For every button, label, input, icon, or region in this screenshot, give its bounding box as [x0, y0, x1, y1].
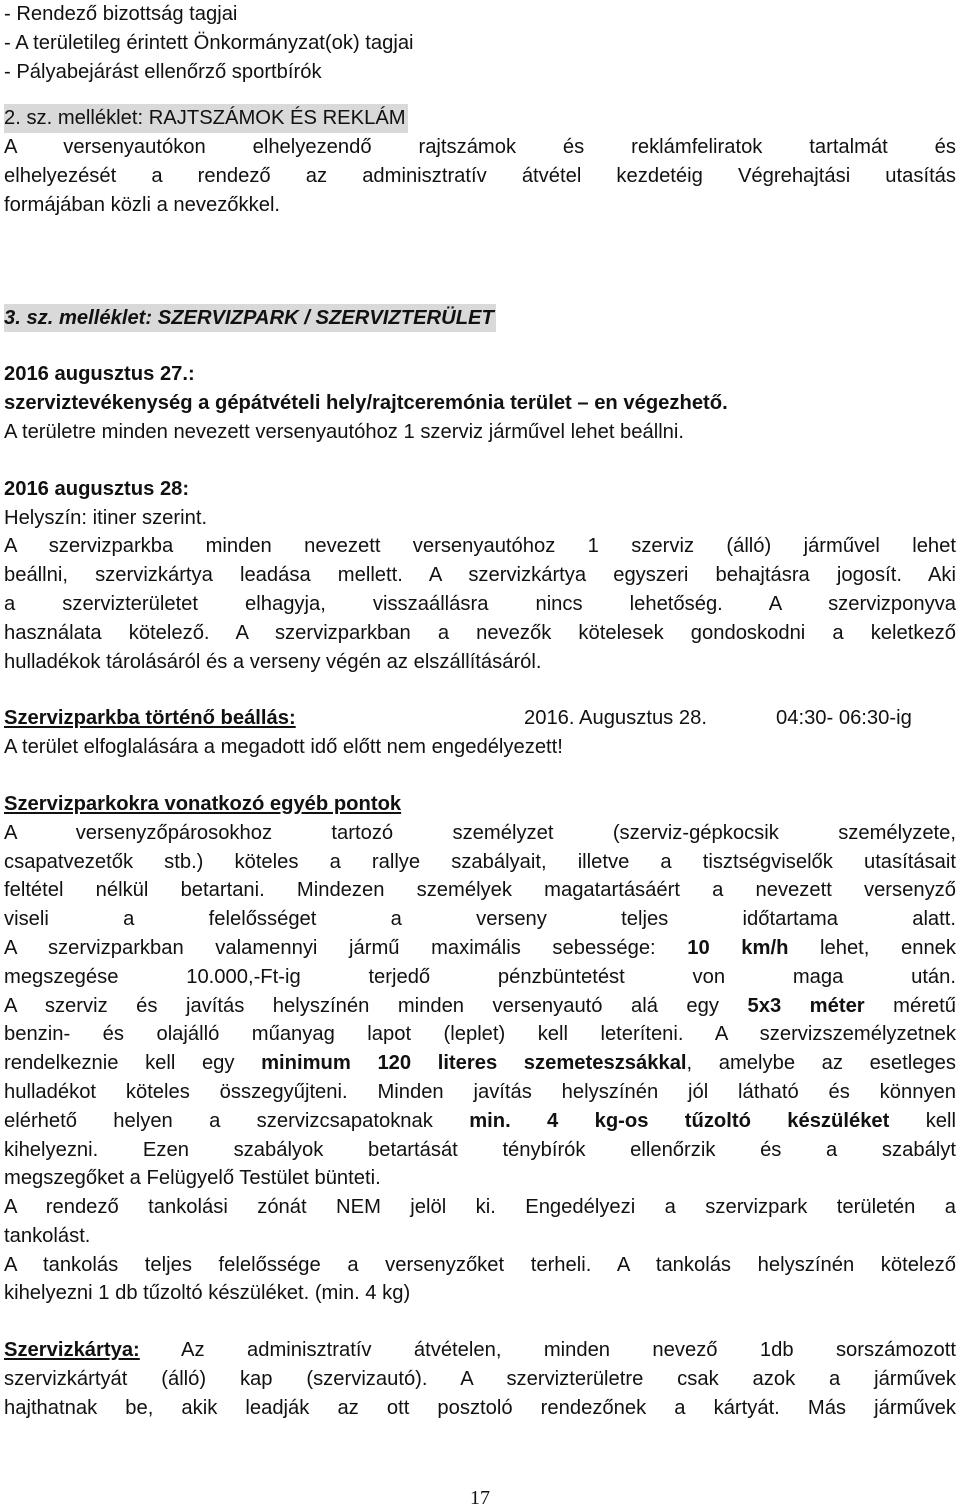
paragraph-line — [4, 1136, 956, 1165]
service-entry-label: Szervizparkba történő beállás: — [4, 707, 296, 730]
paragraph-line — [4, 1078, 956, 1107]
list-item: - A területileg érintett Önkormányzat(ok) tagjai — [4, 31, 414, 54]
text-run: benzin- és olajálló műanyag lapot (leplet) kell leteríteni. A szervizszemélyzetnek — [4, 1023, 956, 1046]
bold-run: 5x3 méter — [747, 994, 865, 1017]
text-run: megszegése 10.000,-Ft-ig terjedő pénzbüntetést von maga után. — [4, 965, 956, 988]
day2-date: 2016 augusztus 28: — [4, 477, 190, 500]
service-entry-note: A terület elfoglalására a megadott idő előtt nem engedélyezett! — [4, 736, 563, 759]
annex3-section — [4, 304, 956, 1423]
paragraph-line: hulladékok tárolásáról és a verseny végén az elszállításáról. — [4, 650, 542, 673]
text-run: hulladékot köteles összegyűjteni. Minden javítás helyszínén jól látható és könnyen — [4, 1080, 956, 1103]
paragraph-line: beállni, szervizkártya leadása mellett. A szervizkártya egyszeri behajtásra jogosít. Aki — [4, 564, 956, 587]
paragraph-line — [4, 819, 956, 848]
paragraph-line — [4, 1193, 956, 1222]
service-card-label: Szervizkártya: — [4, 1339, 140, 1362]
text-run: csapatvezetők stb.) köteles a rallye szabályait, illetve a tisztségviselők utasításait — [4, 850, 956, 873]
service-entry-row — [4, 704, 956, 733]
paragraph-line: szervizkártyát (álló) kap (szervizautó). A szervizterületre csak azok a járművek — [4, 1368, 956, 1391]
paragraph-line — [4, 1020, 956, 1049]
day2-location: Helyszín: itiner szerint. — [4, 506, 208, 529]
list-item: - Rendező bizottság tagjai — [4, 3, 238, 25]
paragraph-line — [4, 1279, 956, 1308]
paragraph-line — [4, 1222, 956, 1251]
bold-run: minimum 120 literes szemeteszsákkal — [261, 1052, 687, 1075]
annex3-heading: 3. sz. melléklet: SZERVIZPARK / SZERVIZTERÜLET — [4, 304, 496, 333]
paragraph-line — [4, 848, 956, 877]
paragraph-line: A szervizparkba minden nevezett versenyautóhoz 1 szerviz (álló) járművel lehet — [4, 535, 956, 558]
text-run: A szervizparkban valamennyi jármű maximális sebessége: — [4, 936, 688, 959]
paragraph-line: elhelyezését a rendező az adminisztratív átvétel kezdetéig Végrehajtási utasítás — [4, 164, 956, 187]
day1-date: 2016 augusztus 27.: — [4, 363, 195, 386]
text-run: kihelyezni 1 db tűzoltó készüléket. (min. 4 kg) — [4, 1282, 411, 1305]
paragraph-line: használata kötelező. A szervizparkban a nevezők kötelesek gondoskodni a keletkező — [4, 621, 956, 644]
paragraph-line — [4, 963, 956, 992]
text-run: megszegőket a Felügyelő Testület bünteti. — [4, 1167, 381, 1190]
text-run: méretű — [864, 994, 956, 1017]
other-points-heading: Szervizparkokra vonatkozó egyéb pontok — [4, 792, 402, 815]
service-entry-date: 2016. Augusztus 28. — [524, 707, 707, 730]
text-run: elérhető helyen a szervizcsapatoknak — [4, 1109, 470, 1132]
text-run: rendelkeznie kell egy — [4, 1052, 262, 1075]
paragraph-line — [4, 1251, 956, 1280]
paragraph-line — [4, 934, 956, 963]
page-number: 17 — [470, 1487, 490, 1509]
paragraph-line: a szervizterületet elhagyja, visszaállásra nincs lehetőség. A szervizponyva — [4, 592, 956, 615]
bold-run: min. 4 kg-os tűzoltó készüléket — [469, 1109, 890, 1132]
paragraph-line — [4, 992, 956, 1021]
service-card-text: Az adminisztratív átvételen, minden nevező 1db sorszámozott — [139, 1339, 956, 1362]
annex2-section — [4, 104, 956, 219]
paragraph-line — [4, 1107, 956, 1136]
text-run: viseli a felelősséget a verseny teljes időtartama alatt. — [4, 908, 956, 931]
annex2-heading: 2. sz. melléklet: RAJTSZÁMOK ÉS REKLÁM — [4, 104, 408, 133]
document-page — [4, 0, 956, 1423]
text-run: lehet, ennek — [788, 936, 956, 959]
day1-bold-text: szerviztevékenység a gépátvételi hely/rajtceremónia terület – en végezhető. — [4, 392, 728, 415]
service-entry-time: 04:30- 06:30-ig — [776, 707, 912, 730]
other-points-body — [4, 819, 956, 1309]
service-card-first-line — [4, 1336, 956, 1365]
text-run: A szerviz és javítás helyszínén minden versenyautó alá egy — [4, 994, 748, 1017]
text-run: , amelybe az esetleges — [686, 1052, 956, 1075]
text-run: A tankolás teljes felelőssége a versenyzőket terheli. A tankolás helyszínén kötelező — [4, 1253, 956, 1276]
text-run: kihelyezni. Ezen szabályok betartását ténybírók ellenőrzik és a szabályt — [4, 1138, 956, 1161]
list — [4, 0, 956, 86]
paragraph-line — [4, 905, 956, 934]
text-run: tankolást. — [4, 1224, 91, 1247]
list-item: - Pályabejárást ellenőrző sportbírók — [4, 60, 322, 83]
day1-text: A területre minden nevezett versenyautóhoz 1 szerviz járművel lehet beállni. — [4, 420, 685, 443]
paragraph-line: formájában közli a nevezőkkel. — [4, 193, 281, 216]
paragraph-line — [4, 876, 956, 905]
text-run: A versenyzőpárosokhoz tartozó személyzet (szerviz-gépkocsik személyzete, — [4, 821, 956, 844]
paragraph-line: A versenyautókon elhelyezendő rajtszámok és reklámfeliratok tartalmát és — [4, 136, 956, 159]
text-run: feltétel nélkül betartani. Mindezen személyek magatartásáért a nevezett versenyző — [4, 879, 956, 902]
bold-run: 10 km/h — [687, 936, 789, 959]
text-run: A rendező tankolási zónát NEM jelöl ki. Engedélyezi a szervizpark területén a — [4, 1196, 956, 1219]
paragraph-line — [4, 1049, 956, 1078]
text-run: kell — [889, 1109, 957, 1132]
paragraph-line: hajthatnak be, akik leadják az ott posztoló rendezőnek a kártyát. Más járművek — [4, 1396, 956, 1419]
paragraph-line — [4, 1164, 956, 1193]
